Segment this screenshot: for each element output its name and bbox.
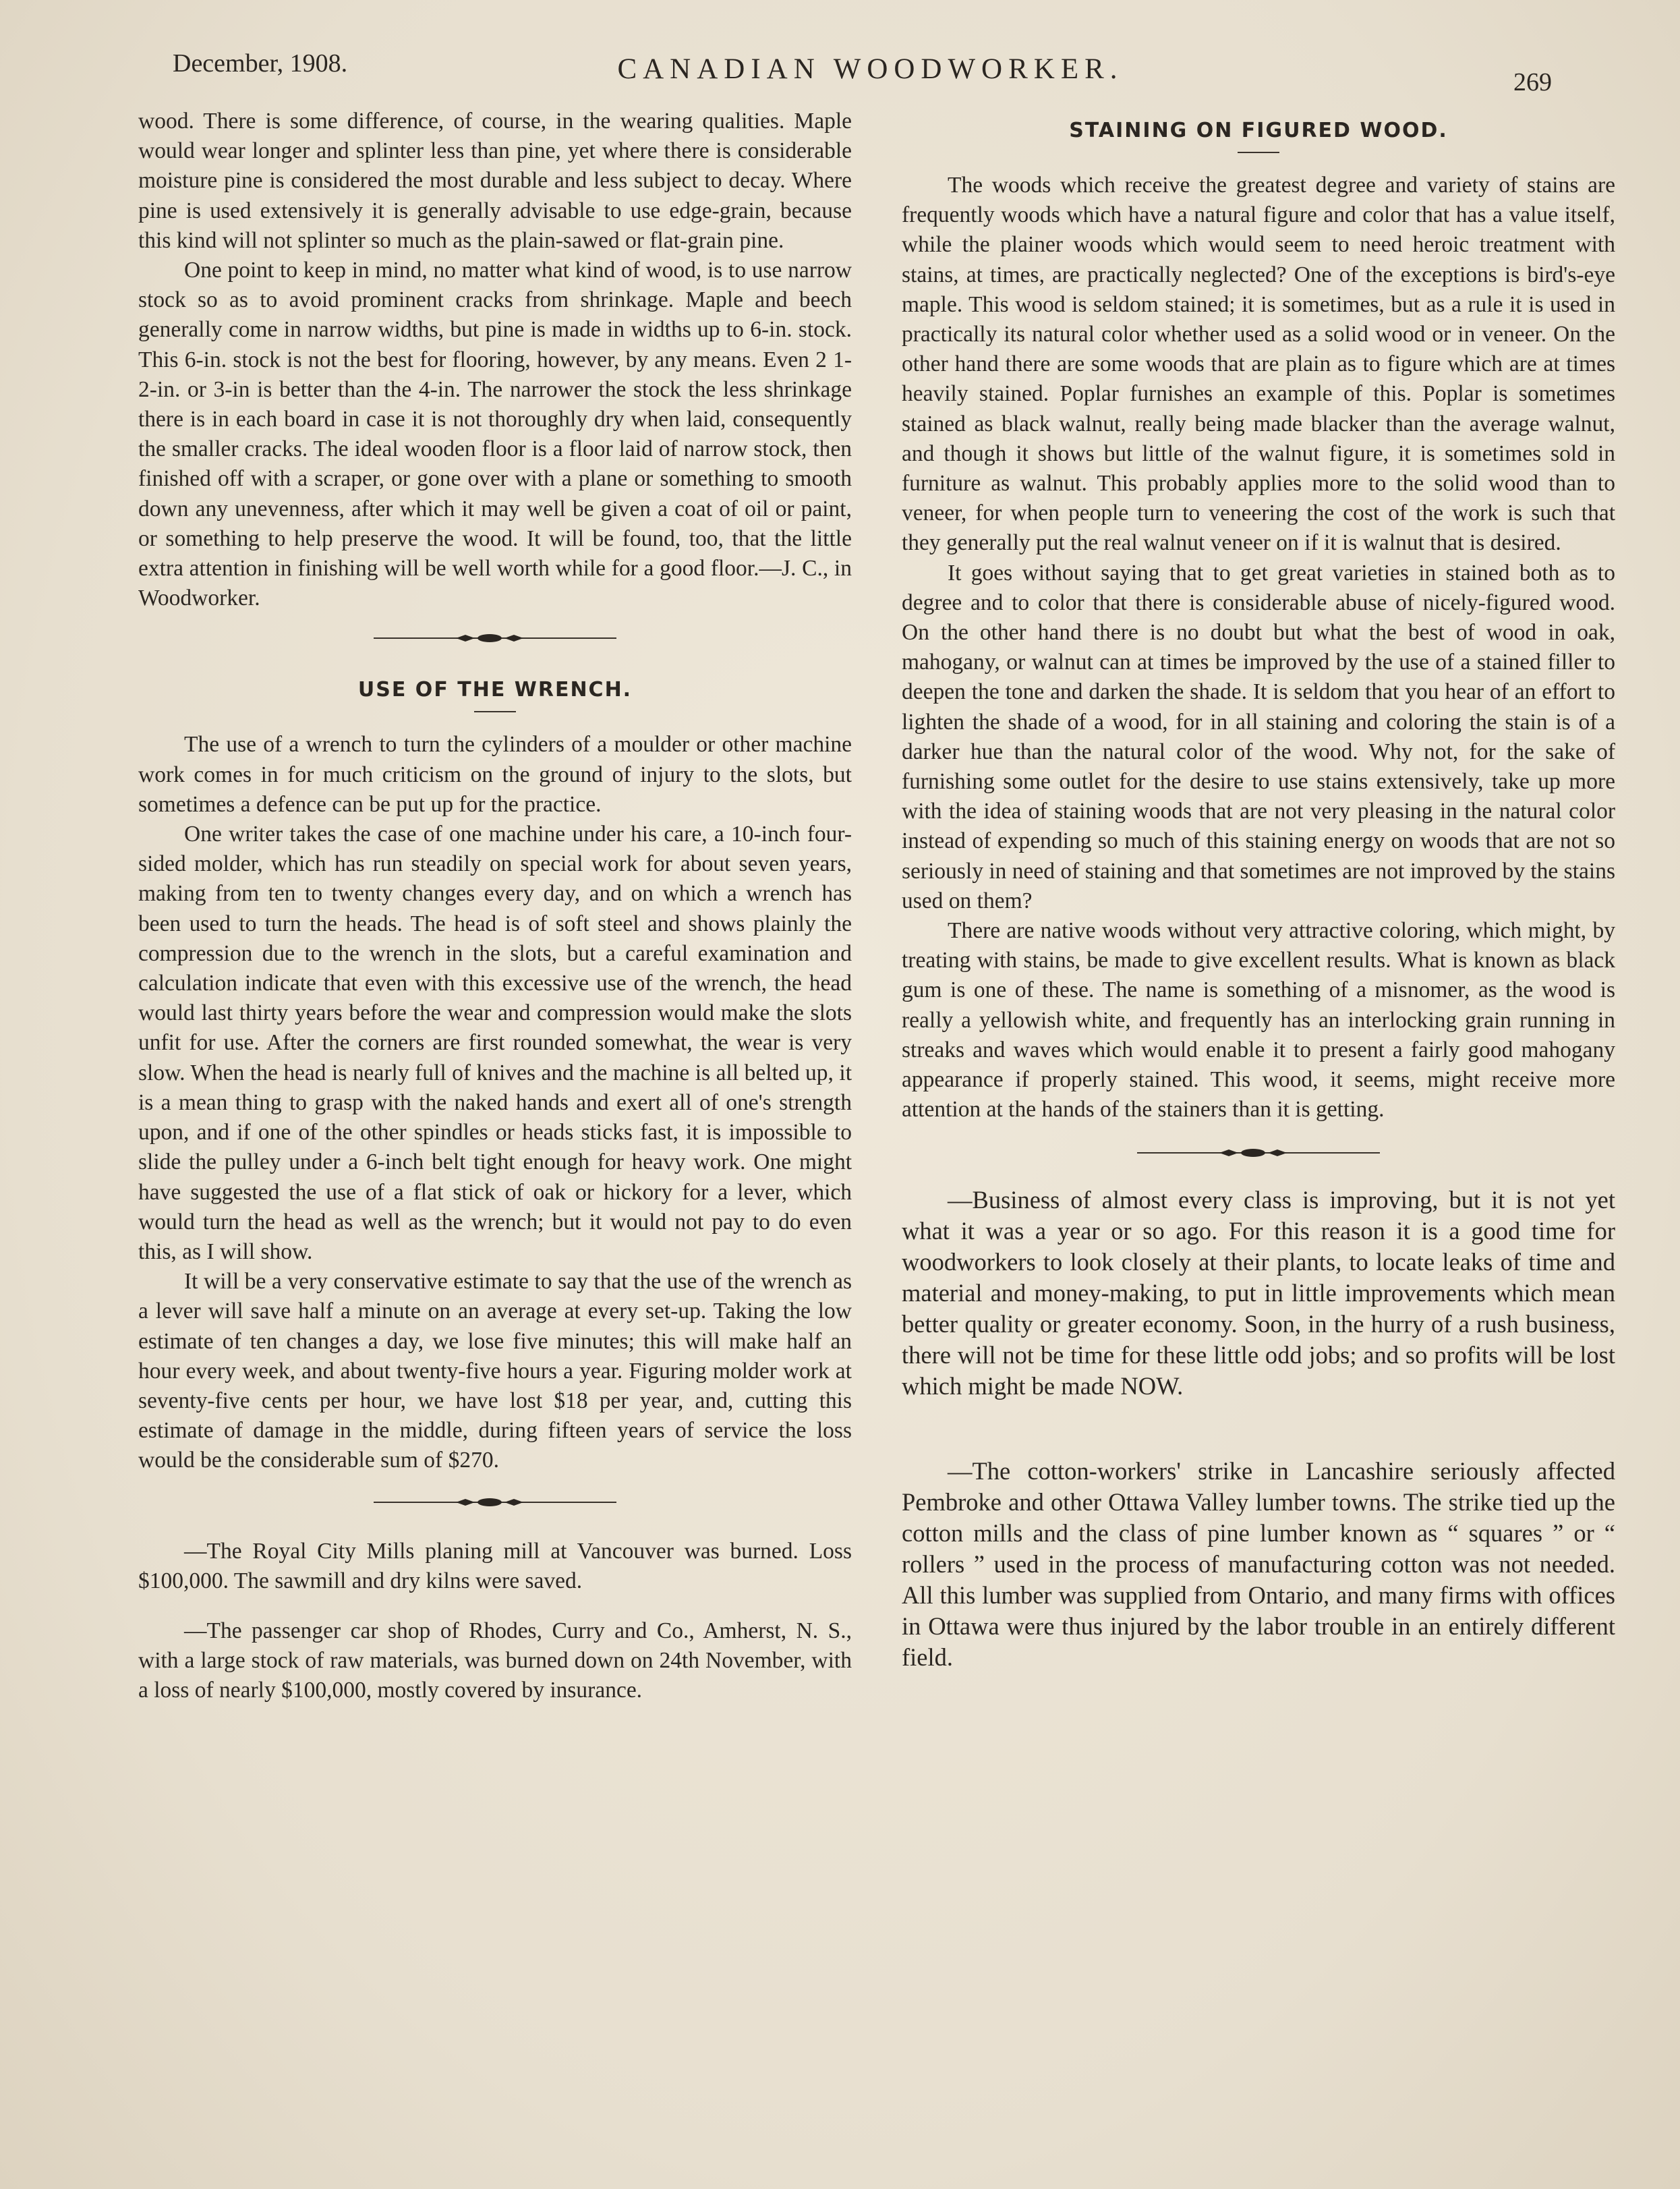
paragraph: One writer takes the case of one machine under his care, a 10-inch four-sided molder, which has run steadily on special work for about seven years, making from ten to twenty changes every day, and on which a wrench has been used to turn the heads. The head is of soft steel and shows plainly the compression due to the wrench in the slots, but a careful examination and calculation indicate that even with this excessive use of the wrench, the head would last thirty years before the wear and compression would make the slots unfit for use. After the corners are first rounded somewhat, the wear is very slow. When the head is nearly full of knives and the machine is all belted up, it is a mean thing to grasp with the naked hands and exert all of one's strength upon, and if one of the other spindles or heads sticks fast, it is impossible to slide the pulley under a 6-inch belt tight enough for heavy work. One might have suggested the use of a flat stick of oak or hickory for a lever, which would turn the head as well as the wrench; but it would not pay to do even this, as I will show. <box>138 822 852 1264</box>
news-item-business: —Business of almost every class is improving, but it is not yet what it was a year or so ago. For this reason it is a good time for woodworkers to look closely at their plants, to locate leaks of time and material and money-making, to put in little improvements which mean better quality or greater economy. Soon, in the hurry of a rush business, there will not be time for these little odd jobs; and so profits will be lost which might be made NOW. <box>902 1185 1615 1400</box>
wrench-article <box>138 678 852 1475</box>
staining-article <box>902 119 1615 1125</box>
left-column <box>138 107 852 1706</box>
paragraph: It goes without saying that to get great varieties in stained both as to degree and to color that there is considerable abuse of nicely-figured wood. On the other hand there is no doubt but what the best of wood in oak, mahogany, or walnut can at times be improved by the use of a stained filler to deepen the tone and darken the shade. It is seldom that you hear of an effort to lighten the shade of a wood, for in all staining and coloring the stain is of a darker hue than the natural color of the wood. Why not, for the sake of furnishing some outlet for the desire to use stains extensively, take up more with the idea of staining woods that are not very pleasing in the natural color instead of expending so much of this staining energy on woods that are not so seriously in need of staining and that sometimes are not improved by the stains used on them? <box>902 560 1615 913</box>
issue-date: December, 1908. <box>173 49 348 78</box>
paragraph: The use of a wrench to turn the cylinders of a moulder or other machine work comes in for much criticism on the ground of injury to the slots, but sometimes a defence can be put up for the practice. <box>138 732 852 817</box>
article-heading: STAINING ON FIGURED WOOD. <box>1069 119 1448 142</box>
flooring-article-continued <box>138 107 852 613</box>
page-number: 269 <box>1513 68 1552 96</box>
paragraph: wood. There is some difference, of course, in the wearing qualities. Maple would wear longer and splinter less than pine, yet where there is considerable moisture pine is considered the most durable and less subject to decay. Where pine is used extensively it is generally advisable to use edge-grain, because this kind will not splinter so much as the plain-sawed or flat-grain pine. <box>138 109 852 253</box>
right-column <box>902 119 1615 1673</box>
paragraph: It will be a very conservative estimate to say that the use of the wrench as a lever will save half a minute on an average at every set-up. Taking the low estimate of ten changes a day, we lose five minutes; this will make half an hour every week, and about twenty-five hours a year. Figuring molder work at seventy-five cents per hour, we have lost $18 per year, and, cutting this estimate of damage in the middle, during fifteen years of service the loss would be the considerable sum of $270. <box>138 1269 852 1473</box>
paragraph: One point to keep in mind, no matter what kind of wood, is to use narrow stock so as to avoid prominent cracks from shrinkage. Maple and beech generally come in narrow widths, but pine is made in widths up to 6-in. stock. This 6-in. stock is not the best for flooring, however, by any means. Even 2 1-2-in. or 3-in is better than the 4-in. The narrower the stock the less shrinkage there is in each board in case it is not thoroughly dry when laid, consequently the smaller cracks. The ideal wooden floor is a floor laid of narrow stock, then finished off with a scraper, or gone over with a plane or something to smooth down any unevenness, after which it may well be given a coat of oil or paint, or something to help preserve the wood. It will be found, too, that the little extra attention in finishing will be well worth while for a good floor.—J. C., in Woodworker. <box>138 258 852 611</box>
paragraph: The woods which receive the greatest degree and variety of stains are frequently woods which have a natural figure and color that has a value itself, while the plainer woods which would seem to need heroic treatment with stains, at times, are practically neglected? One of the exceptions is bird's-eye maple. This wood is seldom stained; it is sometimes, but as a rule it is used in practically its natural color whether used as a solid wood or in veneer. On the other hand there are some woods that are plain as to figure which are at times heavily stained. Poplar furnishes an example of this. Poplar is sometimes stained as black walnut, really being made blacker than the average walnut, and though it shows but little of the walnut figure, it is sometimes sold in furniture as walnut. This probably applies more to the solid wood than to veneer, for when people turn to veneering the cost of the work is such that they generally put the real walnut veneer on if it is walnut that is desired. <box>902 173 1615 556</box>
news-item-cotton-strike: —The cotton-workers' strike in Lancashire seriously affected Pembroke and other Ottawa Valley lumber towns. The strike tied up the cotton mills and the class of pine lumber known as “ squares ” or “ rollers ” used in the process of manufacturing cotton was not needed. All this lumber was supplied from Ontario, and many firms with offices in Ottawa were thus injured by the labor trouble in an entirely different field. <box>902 1456 1615 1671</box>
section-divider-ornament <box>374 1495 616 1510</box>
section-divider-ornament <box>374 631 616 646</box>
news-item-rhodes-curry: —The passenger car shop of Rhodes, Curry and Co., Amherst, N. S., with a large stock of raw materials, was burned down on 24th November, with a loss of nearly $100,000, mostly covered by insurance. <box>138 1618 852 1703</box>
news-item-royal-city-mills: —The Royal City Mills planing mill at Vancouver was burned. Loss $100,000. The sawmill and dry kilns were saved. <box>138 1538 852 1593</box>
publication-title: CANADIAN WOODWORKER. <box>617 53 1124 85</box>
section-divider-ornament <box>1137 1145 1380 1160</box>
article-heading: USE OF THE WRENCH. <box>357 678 633 702</box>
paragraph: There are native woods without very attractive coloring, which might, by treating with stains, be made to give excellent results. What is known as black gum is one of these. The name is something of a misnomer, as the wood is really a yellowish white, and frequently has an interlocking grain running in streaks and waves which would enable it to present a fairly good mahogany appearance if properly stained. This wood, it seems, might receive more attention at the hands of the stainers than it is getting. <box>902 918 1615 1122</box>
heading-rule <box>474 711 516 712</box>
running-header <box>169 42 1572 96</box>
heading-rule <box>1238 152 1279 153</box>
